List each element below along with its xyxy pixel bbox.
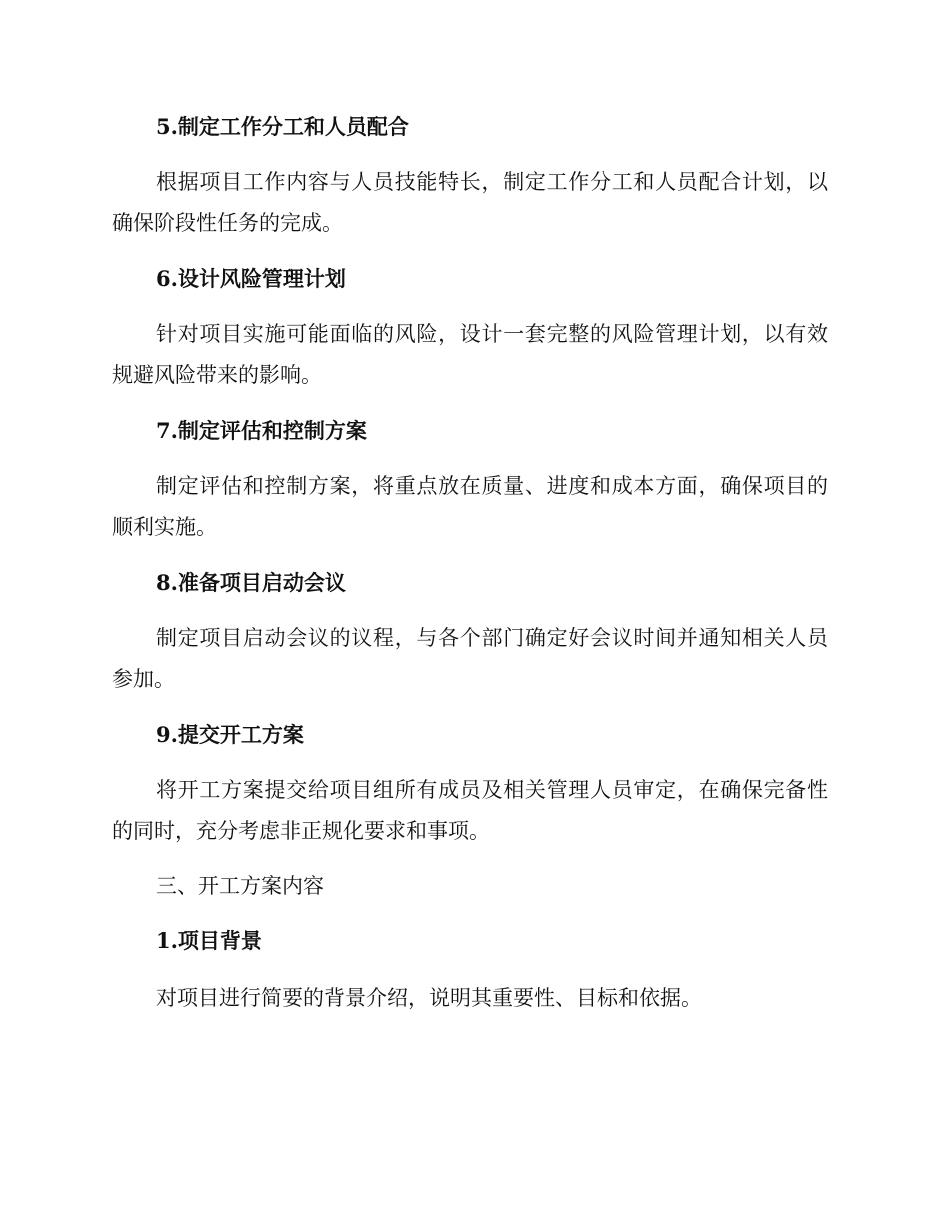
paragraph-8-line-2: 参加。 xyxy=(112,667,175,691)
paragraph-project-background: 对项目进行简要的背景介绍，说明其重要性、目标和依据。 xyxy=(156,986,702,1010)
heading-6: 6.设计风险管理计划 xyxy=(156,266,346,291)
paragraph-7-line-1: 制定评估和控制方案，将重点放在质量、进度和成本方面，确保项目的 xyxy=(156,474,828,498)
paragraph-5-line-1: 根据项目工作内容与人员技能特长，制定工作分工和人员配合计划，以 xyxy=(156,170,828,194)
heading-8: 8.准备项目启动会议 xyxy=(156,570,346,595)
paragraph-8-line-1: 制定项目启动会议的议程，与各个部门确定好会议时间并通知相关人员 xyxy=(156,626,828,650)
heading-9: 9.提交开工方案 xyxy=(156,722,304,747)
paragraph-9-line-2: 的同时，充分考虑非正规化要求和事项。 xyxy=(112,819,490,843)
paragraph-5-line-2: 确保阶段性任务的完成。 xyxy=(112,211,343,235)
paragraph-9-line-1: 将开工方案提交给项目组所有成员及相关管理人员审定，在确保完备性 xyxy=(156,778,828,802)
paragraph-6-line-1: 针对项目实施可能面临的风险，设计一套完整的风险管理计划，以有效 xyxy=(156,322,828,346)
paragraph-7-line-2: 顺利实施。 xyxy=(112,515,217,539)
section-3-heading: 三、开工方案内容 xyxy=(156,874,324,898)
heading-7: 7.制定评估和控制方案 xyxy=(156,418,367,443)
heading-1-project-background: 1.项目背景 xyxy=(156,928,262,953)
paragraph-6-line-2: 规避风险带来的影响。 xyxy=(112,363,322,387)
heading-5: 5.制定工作分工和人员配合 xyxy=(156,114,409,139)
